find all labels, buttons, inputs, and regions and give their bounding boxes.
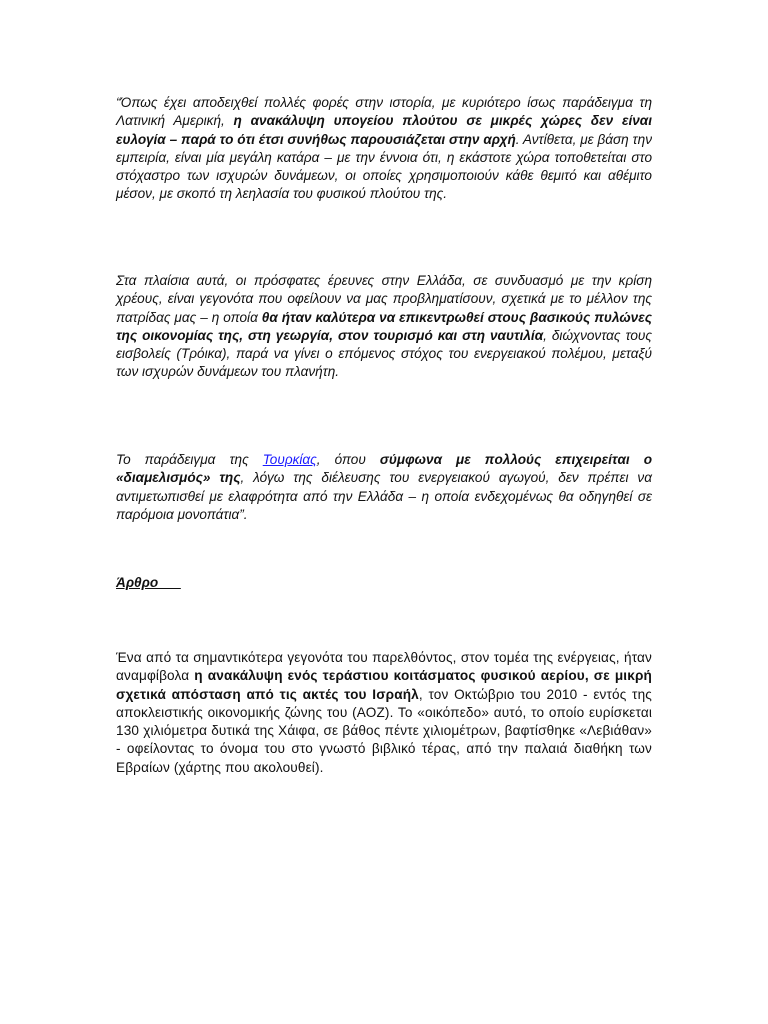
bold-emphasis: η ανακάλυψη υπογείου πλούτου σε μικρές χώρες δεν είναι ευλογία – παρά το ότι έτσι συνήθως παρουσιάζεται στην αρχή bbox=[116, 113, 652, 147]
paragraph-text: “Όπως έχει αποδειχθεί πολλές φορές στην ιστορία, με κυριότερο ίσως παράδειγμα τη Λατινική Αμερική, bbox=[116, 95, 652, 129]
bold-emphasis: σύμφωνα με πολλούς επιχειρείται ο «διαμελισμός» της bbox=[116, 452, 653, 486]
bold-emphasis: η ανακάλυψη ενός τεράστιου κοιτάσματος φυσικού αερίου, σε μικρή σχετικά απόσταση από τις ακτές του Ισραήλ bbox=[116, 668, 652, 702]
quote-paragraph-2 bbox=[116, 272, 652, 382]
paragraph-text: , λόγω της διέλευσης του ενεργειακού αγωγού, δεν πρέπει να αντιμετωπισθεί με ελαφρότητα από την Ελλάδα – η οποία ενδεχομένως θα οδηγηθεί σε παρόμοια μονοπάτια”. bbox=[116, 470, 652, 522]
quote-paragraph-3 bbox=[116, 451, 652, 524]
article-heading: Άρθρο bbox=[116, 575, 181, 590]
paragraph-text: Στα πλαίσια αυτά, οι πρόσφατες έρευνες στην Ελλάδα, σε συνδυασμό με την κρίση χρέους, είναι γεγονότα που οφείλουν να μας προβληματίσουν, σχετικά με το μέλλον της πατρίδας μας – η οποία bbox=[116, 273, 652, 325]
bold-emphasis: θα ήταν καλύτερα να επικεντρωθεί στους βασικούς πυλώνες της οικονομίας της, στη γεωργία, στον τουρισμό και στη ναυτιλία bbox=[116, 309, 652, 343]
paragraph-text: , τον Οκτώβριο του 2010 - εντός της αποκλειστικής οικονομικής ζώνης του (ΑΟΖ). Το «οικόπεδο» αυτό, το οποίο ευρίσκεται 130 χιλιόμετρα δυτικά της Χάιφα, σε βάθος πέντε χιλιομέτρων, βαφτίσθηκε «Λεβιάθαν» - οφείλοντας το όνομα του στο γνωστό βιβλικό τέρας, από την παλαιά διαθήκη των Εβραίων (χάρτης που ακολουθεί). bbox=[116, 686, 652, 775]
paragraph-text: Ένα από τα σημαντικότερα γεγονότα του παρελθόντος, στον τομέα της ενέργειας, ήταν αναμφίβολα bbox=[116, 650, 652, 684]
paragraph-text: Το παράδειγμα της bbox=[116, 452, 263, 467]
paragraph-text: , διώχνοντας τους εισβολείς (Τρόικα), παρά να γίνει ο επόμενος στόχος του ενεργειακού πολέμου, μεταξύ των ισχυρών δυνάμεων του πλανήτη. bbox=[116, 327, 652, 380]
quote-paragraph-1 bbox=[116, 94, 652, 204]
article-paragraph bbox=[116, 649, 652, 777]
turkey-link[interactable]: Τουρκίας bbox=[262, 452, 317, 467]
paragraph-text: . Αντίθετα, με βάση την εμπειρία, είναι μία μεγάλη κατάρα – με την έννοια ότι, η εκάστοτε χώρα τοποθετείται στο στόχαστρο των ισχυρών δυνάμεων, οι οποίες χρησιμοποιούν κάθε θεμιτό και αθέμιτο μέσον, με σκοπό τη λεηλασία του φυσικού πλούτου της. bbox=[116, 131, 652, 202]
paragraph-text: , όπου bbox=[316, 452, 380, 467]
